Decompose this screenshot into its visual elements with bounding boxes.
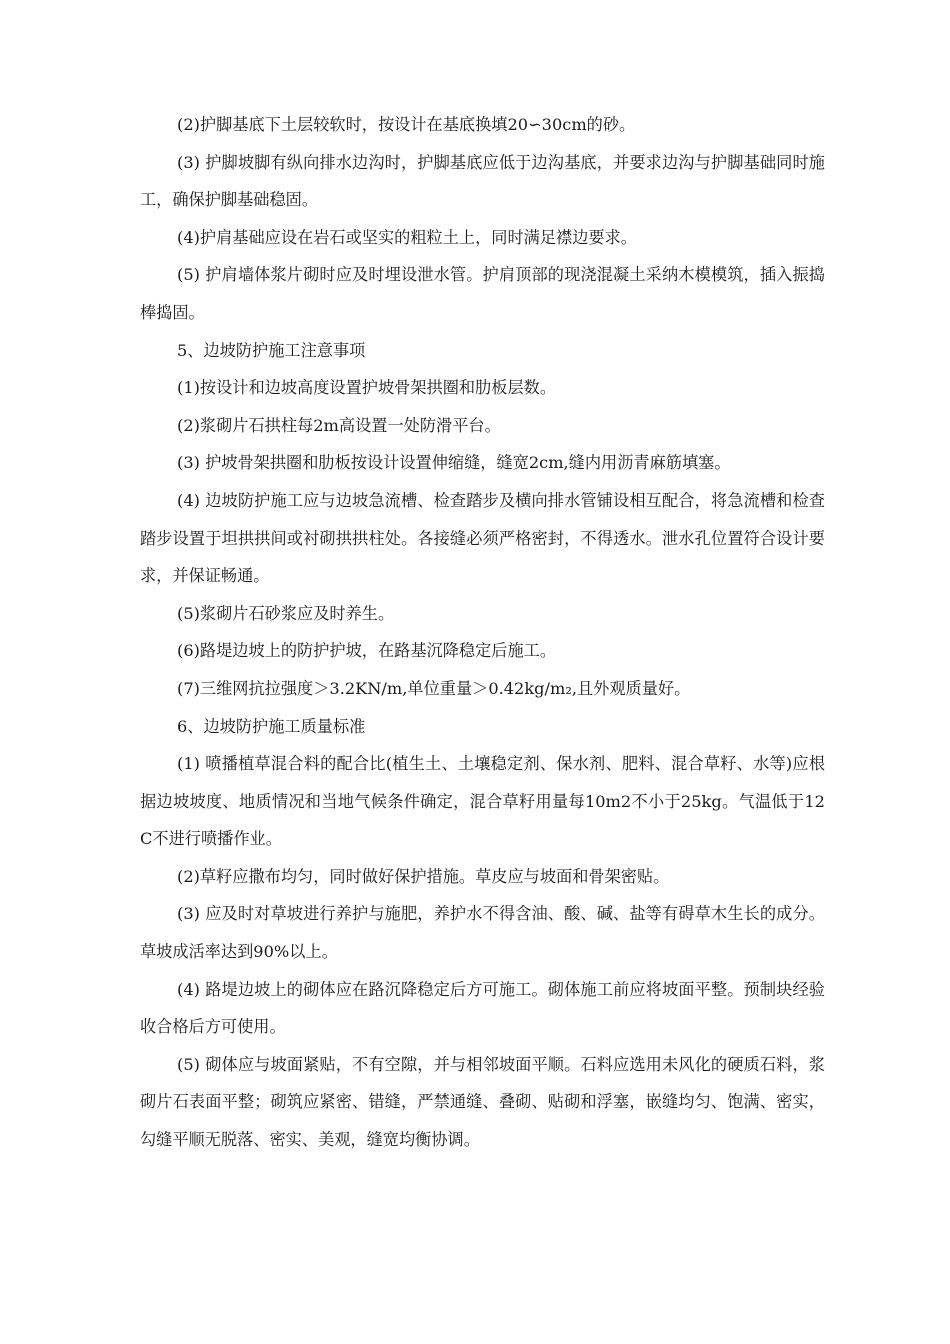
paragraph-15: (2)草籽应撒布均匀，同时做好保护措施。草皮应与坡面和骨架密贴。 [177, 866, 670, 886]
paragraph-17: (4) 路堤边坡上的砌体应在路沉降稳定后方可施工。砌体施工前应将坡面平整。预制块经验收合格后方可使用。 [140, 979, 825, 1037]
paragraph-4: (5) 护肩墙体浆片砌时应及时埋设泄水管。护肩顶部的现浇混凝土采纳木模模筑，插入振捣棒捣固。 [140, 265, 825, 322]
section-heading-5: 5、边坡防护施工注意事项 [177, 340, 366, 360]
paragraph-3: (4)护肩基础应设在岩石或坚实的粗粒土上，同时满足襟边要求。 [177, 227, 637, 247]
paragraph-9: (4) 边坡防护施工应与边坡急流槽、检查踏步及横向排水管铺设相互配合，将急流槽和检查踏步设置于坦拱拱间或衬砌拱拱柱处。各接缝必须严格密封，不得透水。泄水孔位置符合设计要求，并保证畅通。 [140, 490, 825, 586]
paragraph-6: (1)按设计和边坡高度设置护坡骨架拱圈和肋板层数。 [177, 378, 557, 398]
section-heading-6: 6、边坡防护施工质量标准 [177, 716, 366, 736]
paragraph-2: (3) 护脚坡脚有纵向排水边沟时，护脚基底应低于边沟基底，并要求边沟与护脚基础同时施工，确保护脚基础稳固。 [140, 152, 825, 210]
paragraph-1: (2)护脚基底下土层较软时，按设计在基底换填20∽30cm的砂。 [177, 115, 636, 134]
paragraph-18: (5) 砌体应与坡面紧贴，不有空隙，并与相邻坡面平顺。石料应选用未风化的硬质石料，浆砌片石表面平整；砌筑应紧密、错缝，严禁通缝、叠砌、贴砌和浮塞，嵌缝均匀、饱满、密实，勾缝平顺无脱落、密实、美观，缝宽均衡协调。 [140, 1054, 825, 1150]
paragraph-10: (5)浆砌片石砂浆应及时养生。 [177, 603, 395, 623]
paragraph-14: (1) 喷播植草混合料的配合比(植生土、土壤稳定剂、保水剂、肥料、混合草籽、水等)应根据边坡坡度、地质情况和当地气候条件确定，混合草籽用量每10m2不小于25kg。气温低于12C不进行喷播作业。 [140, 754, 825, 849]
paragraph-8: (3) 护坡骨架拱圈和肋板按设计设置伸缩缝，缝宽2cm,缝内用沥青麻筋填塞。 [177, 453, 731, 473]
paragraph-7: (2)浆砌片石拱柱每2m高设置一处防滑平台。 [177, 415, 501, 435]
paragraph-16: (3) 应及时对草坡进行养护与施肥，养护水不得含油、酸、碱、盐等有碍草木生长的成分。草坡成活率达到90%以上。 [140, 904, 825, 962]
document-body [140, 106, 825, 1159]
paragraph-11: (6)路堤边坡上的防护护坡，在路基沉降稳定后施工。 [177, 641, 557, 661]
paragraph-12: (7)三维网抗拉强度＞3.2KN/m,单位重量＞0.42kg/m₂,且外观质量好。 [177, 678, 691, 698]
